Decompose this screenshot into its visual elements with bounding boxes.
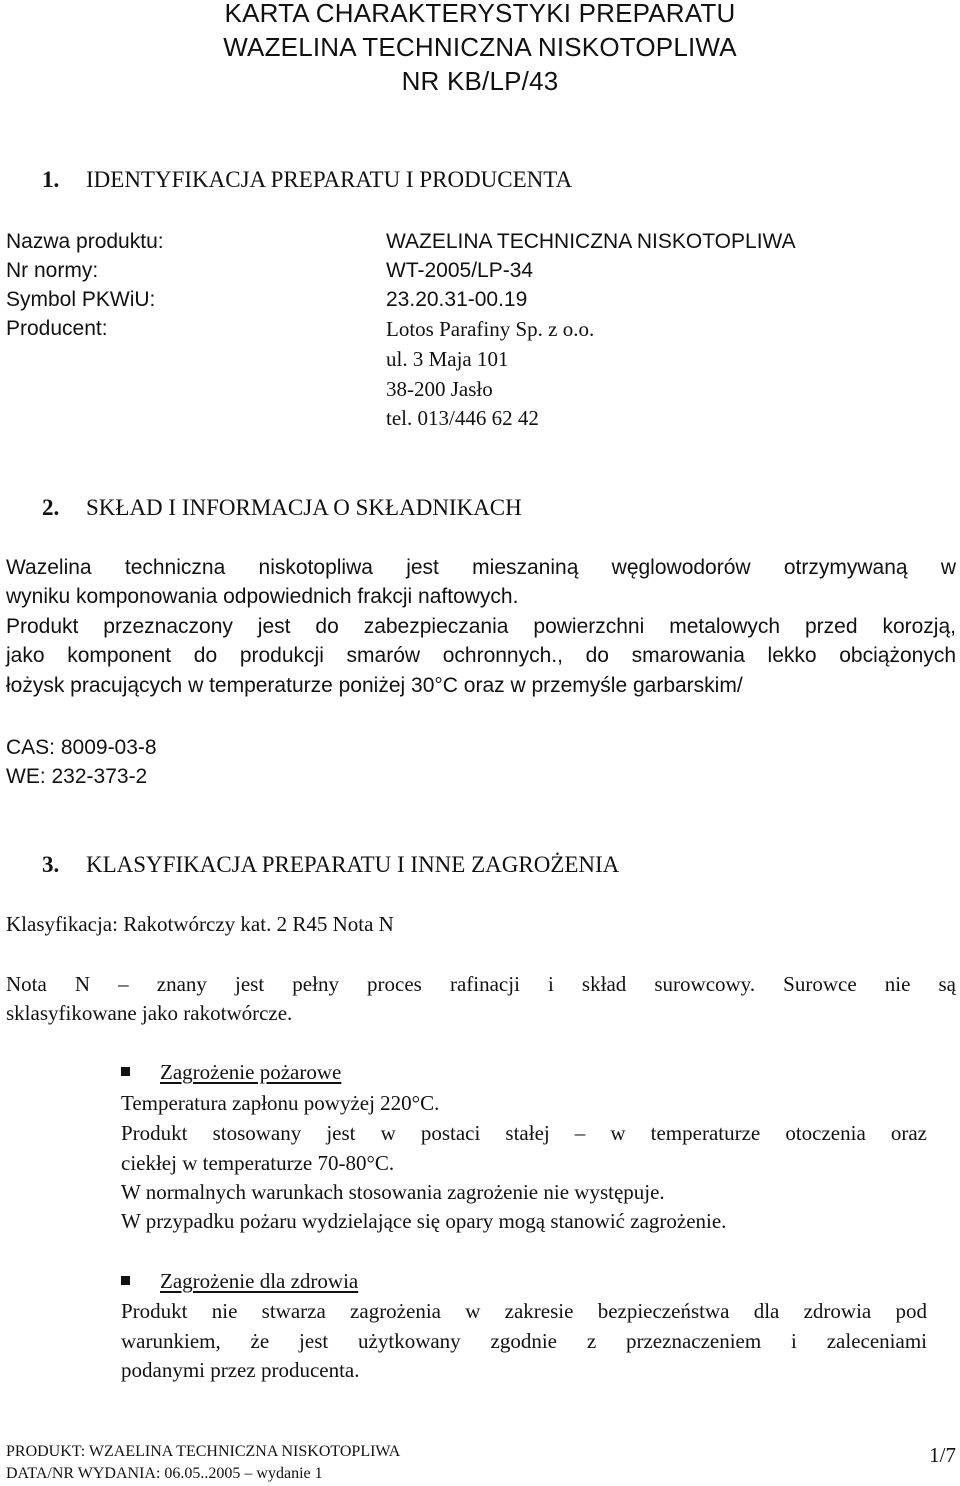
cas-number: CAS: 8009-03-8 [6,736,157,759]
section-1-heading [42,166,572,194]
section-1-title: IDENTYFIKACJA PREPARATU I PRODUCENTA [86,167,573,192]
composition-line-2: wyniku komponowania odpowiednich frakcji naftowych. [6,585,519,608]
nota-n-line-2: sklasyfikowane jako rakotwórcze. [6,1001,293,1025]
health-hazard-bullet-icon [121,1276,130,1285]
fire-hazard-title: Zagrożenie pożarowe [160,1060,342,1084]
health-hazard-line-2: warunkiem, że jest użytkowany zgodnie z przeznaczeniem i zaleceniami [121,1329,927,1353]
composition-line-1: Wazelina techniczna niskotopliwa jest mieszaniną węglowodorów otrzymywaną w [6,556,956,579]
health-hazard-line-1: Produkt nie stwarza zagrożenia w zakresie bezpieczeństwa dla zdrowia pod [121,1299,927,1323]
value-standard-number: WT-2005/LP-34 [386,259,534,282]
document-title-line-1: KARTA CHARAKTERYSTYKI PREPARATU [224,0,736,28]
label-producer: Producent: [6,317,108,340]
fire-hazard-bullet-icon [121,1067,130,1076]
document-title-line-2: WAZELINA TECHNICZNA NISKOTOPLIWA [223,32,737,62]
fire-hazard-line-2: Produkt stosowany jest w postaci stałej – w temperaturze otoczenia oraz [121,1121,927,1145]
section-2-title: SKŁAD I INFORMACJA O SKŁADNIKACH [86,495,522,520]
fire-hazard-line-5: W przypadku pożaru wydzielające się opary mogą stanowić zagrożenie. [121,1209,727,1233]
health-hazard-title: Zagrożenie dla zdrowia [160,1269,359,1293]
health-hazard-line-3: podanymi przez producenta. [121,1358,360,1382]
composition-line-5: łożysk pracujących w temperaturze poniżej 30°C oraz w przemyśle garbarskim/ [6,674,743,697]
section-3-title: KLASYFIKACJA PREPARATU I INNE ZAGROŻENIA [86,852,620,877]
document-title-line-3: NR KB/LP/43 [401,66,559,96]
composition-line-4: jako komponent do produkcji smarów ochronnych., do smarowania lekko obciążonych [6,644,956,667]
footer-issue-date: DATA/NR WYDANIA: 06.05..2005 – wydanie 1 [6,1465,323,1482]
section-1-number: 1. [42,167,60,192]
producer-address-city: 38-200 Jasło [386,377,493,401]
fire-hazard-line-4: W normalnych warunkach stosowania zagrożenie nie występuje. [121,1180,665,1204]
section-2-number: 2. [42,495,60,520]
classification-text: Klasyfikacja: Rakotwórczy kat. 2 R45 Nota N [6,912,394,936]
section-3-heading [42,851,619,879]
label-pkwiu-symbol: Symbol PKWiU: [6,288,156,311]
page-number: 1/7 [929,1443,956,1467]
producer-phone: tel. 013/446 62 42 [386,406,539,430]
section-3-number: 3. [42,852,60,877]
fire-hazard-line-1: Temperatura zapłonu powyżej 220°C. [121,1091,440,1115]
section-2-heading [42,494,522,522]
value-producer: Lotos Parafiny Sp. z o.o. [386,317,595,341]
label-standard-number: Nr normy: [6,259,99,282]
producer-address-street: ul. 3 Maja 101 [386,347,509,371]
composition-line-3: Produkt przeznaczony jest do zabezpieczania powierzchni metalowych przed korozją, [6,615,956,638]
fire-hazard-line-3: ciekłej w temperaturze 70-80°C. [121,1151,395,1175]
nota-n-line-1: Nota N – znany jest pełny proces rafinacji i skład surowcowy. Surowce nie są [6,972,956,996]
footer-product: PRODUKT: WZAELINA TECHNICZNA NISKOTOPLIWA [6,1443,401,1460]
we-number: WE: 232-373-2 [6,765,148,788]
value-product-name: WAZELINA TECHNICZNA NISKOTOPLIWA [386,230,796,253]
value-pkwiu-symbol: 23.20.31-00.19 [386,288,528,311]
label-product-name: Nazwa produktu: [6,230,164,253]
